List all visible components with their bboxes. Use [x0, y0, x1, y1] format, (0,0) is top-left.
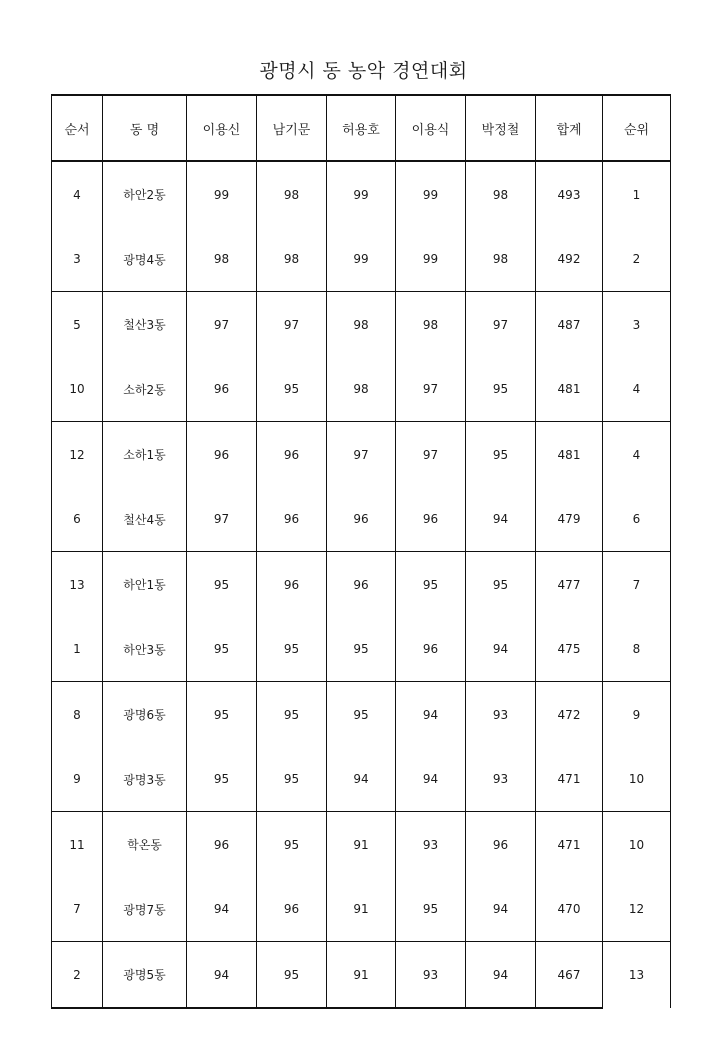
cell-judge-4: 93 [396, 942, 466, 1009]
cell-judge-1: 95 [187, 617, 257, 682]
cell-judge-4: 95 [396, 877, 466, 942]
cell-judge-4: 94 [396, 682, 466, 748]
cell-dong: 철산4동 [103, 487, 187, 552]
header-total: 합계 [536, 95, 603, 161]
cell-total: 472 [536, 682, 603, 748]
cell-judge-2: 98 [257, 227, 327, 292]
cell-dong: 하안1동 [103, 552, 187, 618]
cell-judge-4: 99 [396, 227, 466, 292]
cell-judge-4: 95 [396, 552, 466, 618]
cell-judge-2: 95 [257, 617, 327, 682]
cell-judge-1: 96 [187, 357, 257, 422]
cell-judge-3: 96 [327, 552, 396, 618]
cell-judge-3: 91 [327, 942, 396, 1009]
cell-judge-1: 95 [187, 747, 257, 812]
cell-judge-2: 95 [257, 357, 327, 422]
table-row [52, 552, 671, 618]
cell-total: 481 [536, 422, 603, 488]
cell-order: 11 [52, 812, 103, 878]
header-judge-5: 박정철 [466, 95, 536, 161]
cell-judge-4: 96 [396, 487, 466, 552]
header-row [52, 95, 671, 161]
header-judge-1: 이용신 [187, 95, 257, 161]
table-row [52, 747, 671, 812]
cell-judge-4: 97 [396, 357, 466, 422]
cell-judge-2: 96 [257, 422, 327, 488]
cell-total: 467 [536, 942, 603, 1009]
cell-judge-3: 99 [327, 161, 396, 227]
cell-judge-2: 97 [257, 292, 327, 358]
table-row [52, 357, 671, 422]
cell-judge-5: 98 [466, 161, 536, 227]
cell-order: 2 [52, 942, 103, 1009]
cell-judge-3: 98 [327, 292, 396, 358]
document-title: 광명시 동 농악 경연대회 [259, 60, 468, 82]
cell-judge-1: 98 [187, 227, 257, 292]
cell-judge-1: 97 [187, 487, 257, 552]
cell-dong: 광명6동 [103, 682, 187, 748]
cell-judge-1: 96 [187, 422, 257, 488]
cell-order: 10 [52, 357, 103, 422]
cell-judge-2: 95 [257, 747, 327, 812]
header-order: 순서 [52, 95, 103, 161]
cell-judge-1: 99 [187, 161, 257, 227]
cell-judge-3: 91 [327, 812, 396, 878]
cell-rank: 2 [603, 227, 671, 292]
cell-dong: 소하2동 [103, 357, 187, 422]
cell-judge-2: 95 [257, 812, 327, 878]
cell-judge-3: 96 [327, 487, 396, 552]
cell-dong: 광명4동 [103, 227, 187, 292]
cell-dong: 광명5동 [103, 942, 187, 1009]
table-row [52, 292, 671, 358]
cell-judge-3: 97 [327, 422, 396, 488]
cell-judge-4: 94 [396, 747, 466, 812]
cell-judge-5: 96 [466, 812, 536, 878]
cell-dong: 광명3동 [103, 747, 187, 812]
cell-total: 492 [536, 227, 603, 292]
cell-judge-5: 93 [466, 682, 536, 748]
cell-judge-5: 94 [466, 487, 536, 552]
cell-judge-3: 95 [327, 682, 396, 748]
cell-judge-5: 95 [466, 357, 536, 422]
cell-judge-3: 98 [327, 357, 396, 422]
cell-order: 3 [52, 227, 103, 292]
cell-judge-4: 98 [396, 292, 466, 358]
cell-judge-1: 96 [187, 812, 257, 878]
cell-judge-5: 94 [466, 877, 536, 942]
cell-order: 12 [52, 422, 103, 488]
cell-total: 481 [536, 357, 603, 422]
cell-judge-1: 95 [187, 682, 257, 748]
cell-judge-2: 96 [257, 487, 327, 552]
table-row [52, 161, 671, 227]
cell-judge-5: 93 [466, 747, 536, 812]
cell-order: 7 [52, 877, 103, 942]
table-row [52, 877, 671, 942]
cell-rank: 13 [603, 942, 671, 1009]
cell-total: 487 [536, 292, 603, 358]
header-rank: 순위 [603, 95, 671, 161]
cell-judge-5: 97 [466, 292, 536, 358]
table-row [52, 617, 671, 682]
cell-judge-2: 98 [257, 161, 327, 227]
cell-dong: 철산3동 [103, 292, 187, 358]
header-judge-4: 이용식 [396, 95, 466, 161]
cell-total: 477 [536, 552, 603, 618]
cell-dong: 소하1동 [103, 422, 187, 488]
cell-rank: 4 [603, 422, 671, 488]
cell-rank: 9 [603, 682, 671, 748]
cell-judge-3: 94 [327, 747, 396, 812]
cell-total: 475 [536, 617, 603, 682]
cell-judge-4: 93 [396, 812, 466, 878]
cell-total: 471 [536, 812, 603, 878]
cell-total: 470 [536, 877, 603, 942]
cell-rank: 10 [603, 812, 671, 878]
cell-judge-2: 96 [257, 877, 327, 942]
cell-judge-1: 94 [187, 877, 257, 942]
cell-judge-1: 97 [187, 292, 257, 358]
cell-rank: 10 [603, 747, 671, 812]
cell-order: 13 [52, 552, 103, 618]
cell-rank: 8 [603, 617, 671, 682]
cell-order: 8 [52, 682, 103, 748]
cell-judge-5: 95 [466, 422, 536, 488]
cell-judge-3: 91 [327, 877, 396, 942]
header-judge-2: 남기문 [257, 95, 327, 161]
cell-rank: 3 [603, 292, 671, 358]
header-judge-3: 허용호 [327, 95, 396, 161]
table-row [52, 487, 671, 552]
cell-judge-2: 95 [257, 942, 327, 1009]
cell-order: 4 [52, 161, 103, 227]
cell-order: 6 [52, 487, 103, 552]
table-row [52, 942, 671, 1009]
cell-judge-4: 99 [396, 161, 466, 227]
table-body [52, 161, 671, 1008]
cell-judge-3: 99 [327, 227, 396, 292]
cell-dong: 하안2동 [103, 161, 187, 227]
cell-judge-2: 95 [257, 682, 327, 748]
cell-total: 493 [536, 161, 603, 227]
cell-judge-4: 97 [396, 422, 466, 488]
table-row [52, 682, 671, 748]
cell-order: 5 [52, 292, 103, 358]
cell-judge-5: 98 [466, 227, 536, 292]
table-row [52, 422, 671, 488]
table-row [52, 227, 671, 292]
cell-rank: 1 [603, 161, 671, 227]
table-row [52, 812, 671, 878]
score-table [51, 94, 671, 1009]
cell-order: 9 [52, 747, 103, 812]
cell-judge-5: 95 [466, 552, 536, 618]
cell-dong: 하안3동 [103, 617, 187, 682]
cell-judge-1: 94 [187, 942, 257, 1009]
cell-total: 479 [536, 487, 603, 552]
cell-rank: 7 [603, 552, 671, 618]
cell-judge-1: 95 [187, 552, 257, 618]
cell-total: 471 [536, 747, 603, 812]
cell-dong: 학온동 [103, 812, 187, 878]
cell-rank: 6 [603, 487, 671, 552]
cell-order: 1 [52, 617, 103, 682]
header-dong: 동 명 [103, 95, 187, 161]
cell-judge-5: 94 [466, 617, 536, 682]
cell-dong: 광명7동 [103, 877, 187, 942]
cell-judge-4: 96 [396, 617, 466, 682]
cell-rank: 12 [603, 877, 671, 942]
cell-judge-5: 94 [466, 942, 536, 1009]
cell-judge-3: 95 [327, 617, 396, 682]
cell-judge-2: 96 [257, 552, 327, 618]
cell-rank: 4 [603, 357, 671, 422]
